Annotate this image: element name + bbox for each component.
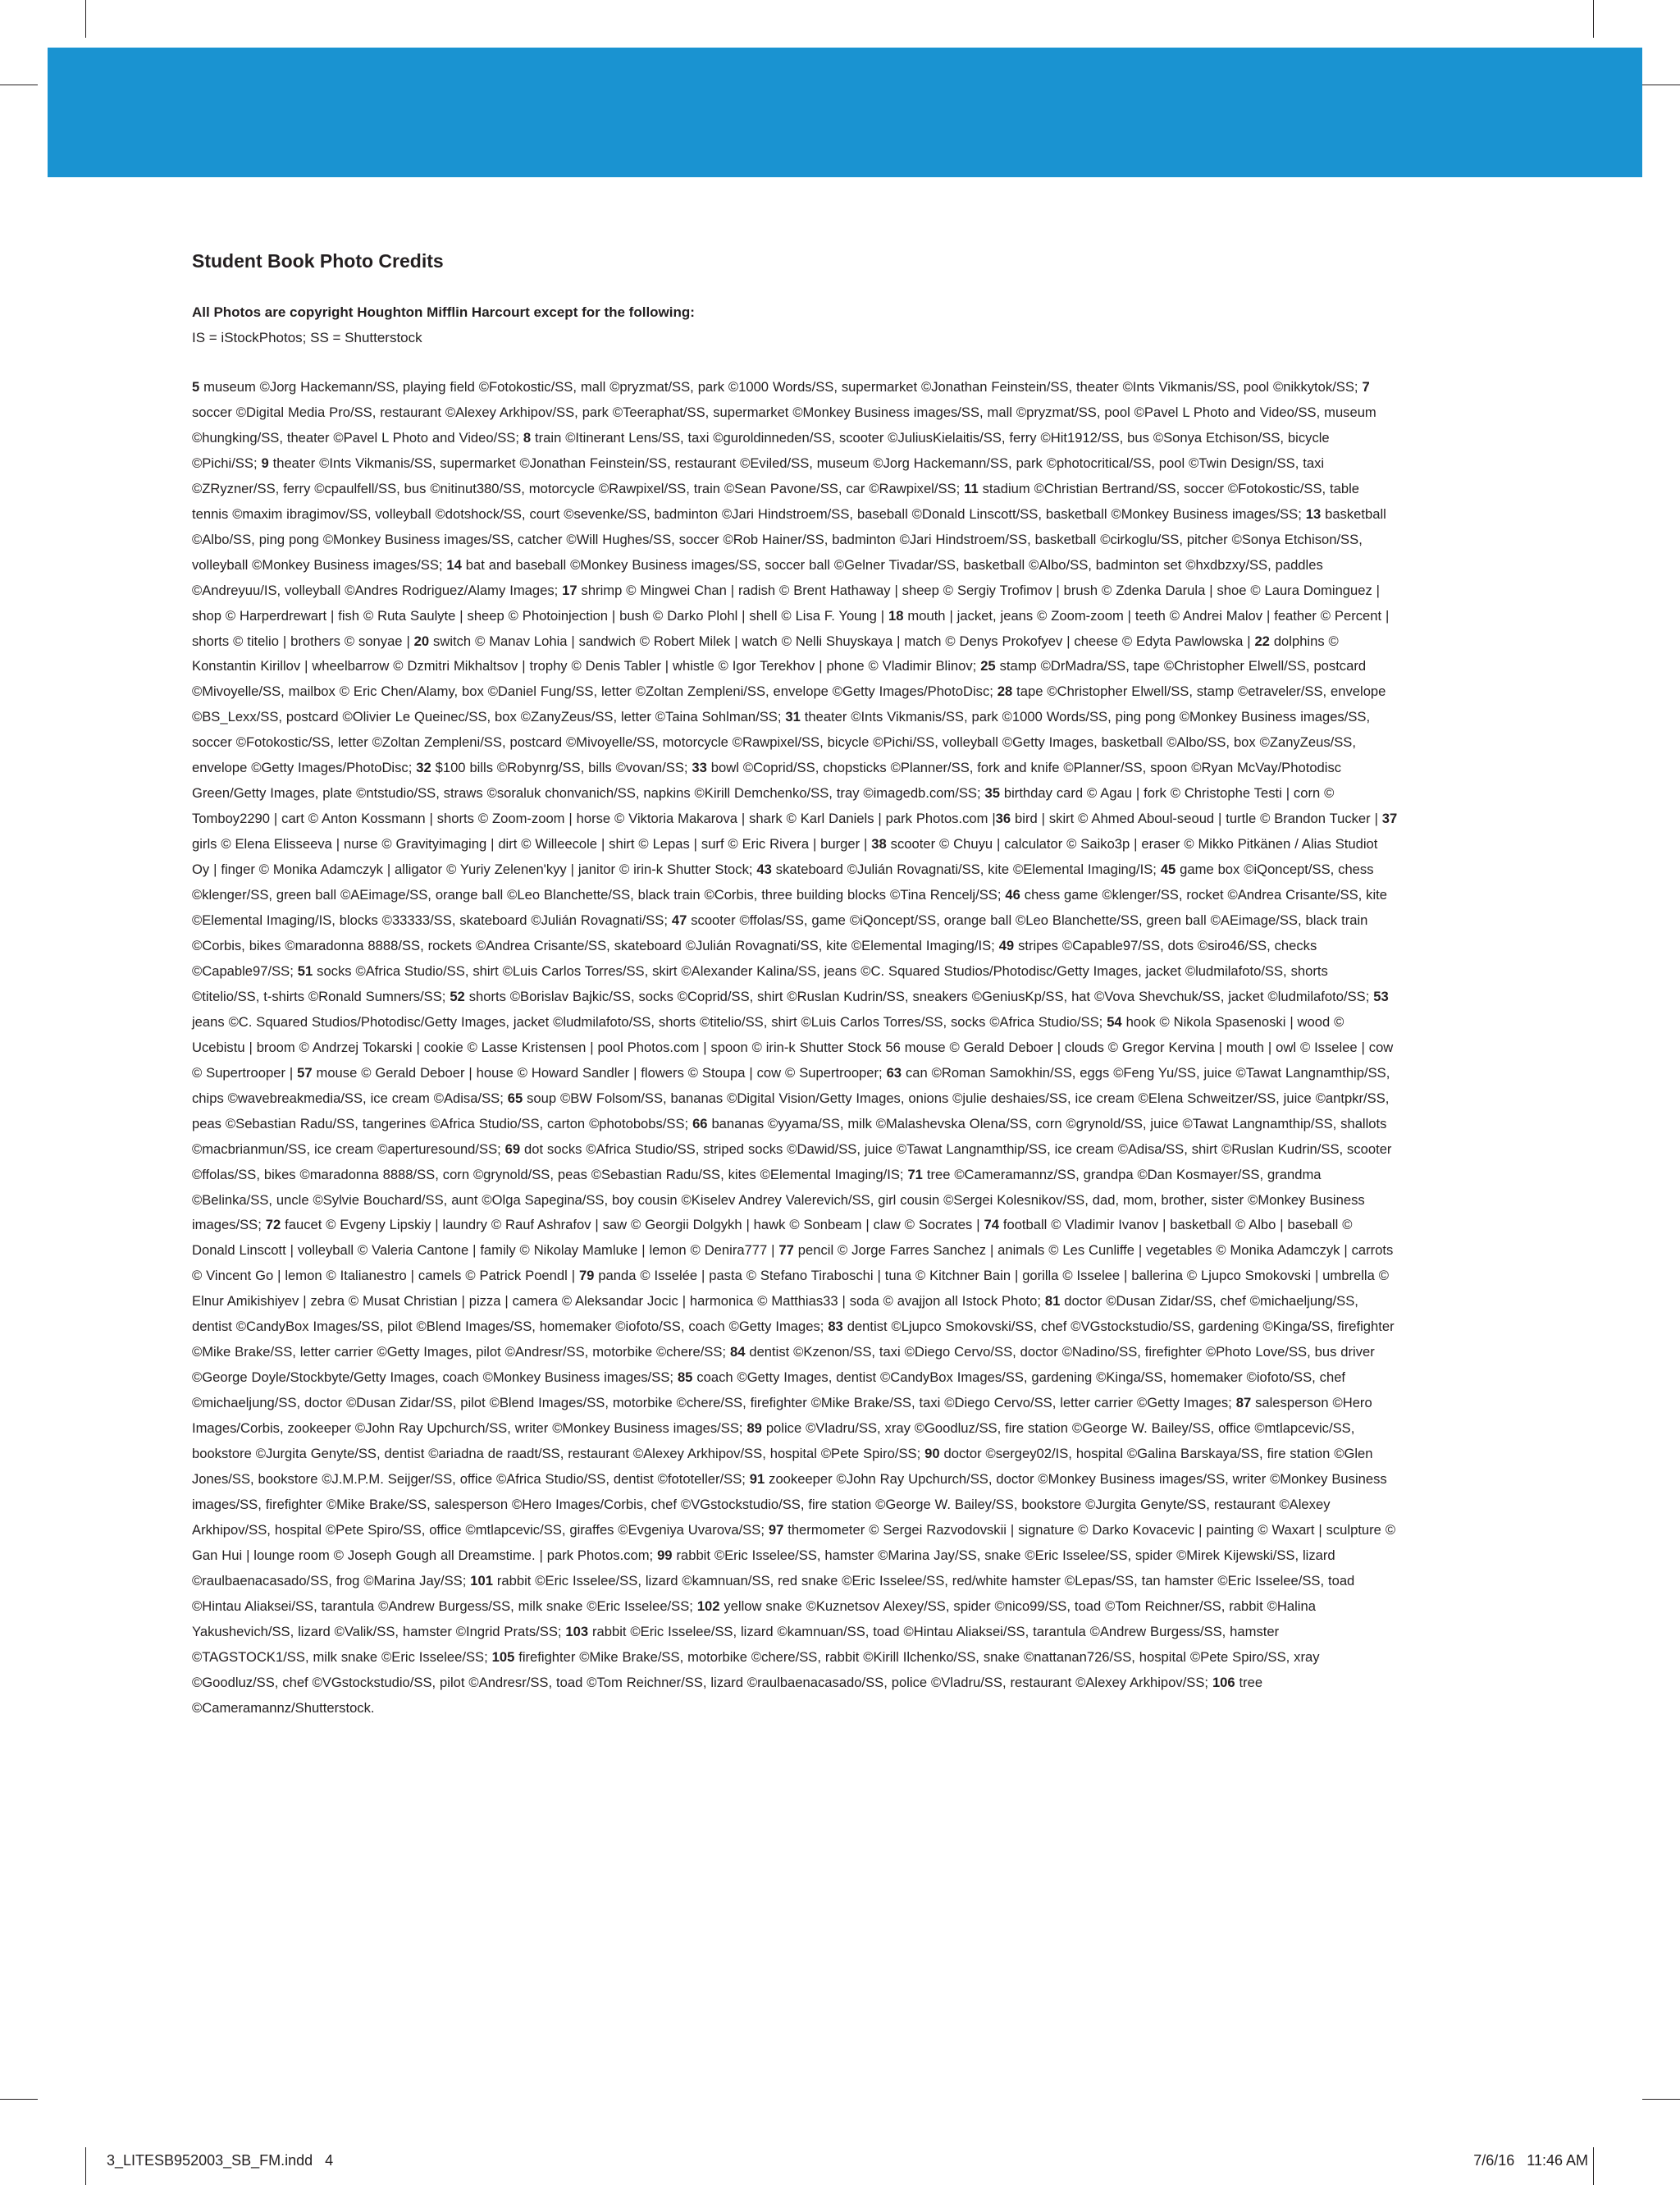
credit-page-number: 25 (980, 658, 996, 674)
credit-entry-text: doctor ©Dusan Zidar/SS, chef ©michaeljung/SS, dentist ©CandyBox Images/SS, pilot ©Blend Images/SS, homemaker ©iofoto/SS, coach ©Getty Images; (192, 1293, 1358, 1335)
page-title: Student Book Photo Credits (192, 250, 444, 272)
credits-paragraph (192, 375, 1398, 1721)
credit-entry-text: dentist ©Kzenon/SS, taxi ©Diego Cervo/SS, doctor ©Nadino/SS, firefighter ©Photo Love/SS, bus driver ©George Doyle/Stockbyte/Getty Images, coach ©Monkey Business images/SS; (192, 1344, 1375, 1386)
credit-page-number: 87 (1235, 1395, 1252, 1411)
credit-page-number: 20 (413, 633, 430, 649)
credit-entry-text: stamp ©DrMadra/SS, tape ©Christopher Elwell/SS, postcard ©Mivoyelle/SS, mailbox © Eric Chen/Alamy, box ©Daniel Fung/SS, letter ©Zoltan Zempleni/SS, envelope ©Getty Images/PhotoDisc; (192, 658, 1367, 700)
credit-page-number: 85 (677, 1369, 693, 1386)
credit-entry-text: shrimp © Mingwei Chan | radish © Brent Hathaway | sheep © Sergiy Trofimov | brush © Zdenka Darula | shoe © Laura Dominguez | shop © Harperdrewart | fish © Ruta Saulyte | sheep © Photoinjection | bush © Darko Plohl | shell © Lisa F. Young | (192, 582, 1380, 624)
credit-entry-text: hook © Nikola Spasenoski | wood © Ucebistu | broom © Andrzej Tokarski | cookie © Lasse Kristensen | pool Photos.com | spoon © irin-k Shutter Stock 56 mouse © Gerald Deboer | clouds © Gregor Kervina | mouth | owl © Isselee | cow © Supertrooper | (192, 1013, 1394, 1081)
credit-entry-text: salesperson ©Hero Images/Corbis, zookeeper ©John Ray Upchurch/SS, writer ©Monkey Business images/SS; (192, 1395, 1372, 1437)
credit-page-number: 106 (1212, 1674, 1235, 1690)
credit-page-number: 105 (491, 1648, 515, 1665)
credit-page-number: 71 (907, 1166, 923, 1182)
credit-page-number: 7 (1362, 379, 1370, 395)
credit-entry-text: can ©Roman Samokhin/SS, eggs ©Feng Yu/SS, juice ©Tawat Langnamthip/SS, chips ©wavebreakmedia/SS, ice cream ©Adisa/SS; (192, 1064, 1390, 1106)
credit-entry-text: bowl ©Coprid/SS, chopsticks ©Planner/SS, fork and knife ©Planner/SS, spoon ©Ryan McVay/Photodisc Green/Getty Images, plate ©ntstudio/SS, straws ©soraluk chonvanich/SS, napkins ©Kirill Demchenko/SS, tray ©imagedb.com/SS; (192, 760, 1342, 802)
credit-page-number: 72 (265, 1217, 281, 1233)
credit-entry-text: soccer ©Digital Media Pro/SS, restaurant ©Alexey Arkhipov/SS, park ©Teeraphat/SS, supermarket ©Monkey Business images/SS, mall ©pryzmat/SS, pool ©Pavel L Photo and Video/SS, museum ©hungking/SS, theater ©Pavel L Photo and Video/SS; (192, 404, 1376, 446)
credit-page-number: 51 (297, 962, 313, 979)
credit-entry-text: mouth | jacket, jeans © Zoom-zoom | teeth © Andrei Malov | feather © Percent | shorts © titelio | brothers © sonyae | (192, 607, 1390, 649)
credit-entry-text: football © Vladimir Ivanov | basketball © Albo | baseball © Donald Linscott | volleyball © Valeria Cantone | family © Nikolay Mamluke | lemon © Denira777 | (192, 1217, 1353, 1259)
credit-page-number: 13 (1305, 505, 1322, 522)
credit-page-number: 89 (746, 1420, 762, 1437)
credit-page-number: 49 (998, 937, 1015, 953)
credit-page-number: 22 (1254, 633, 1270, 649)
credit-entry-text: firefighter ©Mike Brake/SS, motorbike ©chere/SS, rabbit ©Kirill Ilchenko/SS, snake ©nattanan726/SS, hospital ©Pete Spiro/SS, xray ©Goodluz/SS, chef ©VGstockstudio/SS, pilot ©Andresr/SS, toad ©Tom Reichner/SS, lizard ©raulbaenacasado/SS, police ©Vladru/SS, restaurant ©Alexey Arkhipov/SS; (192, 1648, 1320, 1690)
credit-entry-text: mouse © Gerald Deboer | house © Howard Sandler | flowers © Stoupa | cow © Supertrooper; (312, 1064, 887, 1081)
credit-entry-text: scooter ©ffolas/SS, game ©iQoncept/SS, orange ball ©Leo Blanchette/SS, green ball ©AEimage/SS, black train ©Corbis, bikes ©maradonna 8888/SS, rockets ©Andrea Crisante/SS, skateboard ©Julián Rovagnati/SS, kite ©Elemental Imaging/IS; (192, 912, 1368, 953)
credit-entry-text: dentist ©Ljupco Smokovski/SS, chef ©VGstockstudio/SS, gardening ©Kinga/SS, firefighter ©Mike Brake/SS, letter carrier ©Getty Images, pilot ©Andresr/SS, motorbike ©chere/SS; (192, 1319, 1395, 1360)
credit-entry-text: theater ©Ints Vikmanis/SS, supermarket ©Jonathan Feinstein/SS, restaurant ©Eviled/SS, museum ©Jorg Hackemann/SS, park ©photocritical/SS, pool ©Twin Design/SS, taxi ©ZRyzner/SS, ferry ©cpaulfell/SS, bus ©nitinut380/SS, motorcycle ©Rawpixel/SS, train ©Sean Pavone/SS, car ©Rawpixel/SS; (192, 455, 1325, 496)
credit-page-number: 53 (1373, 988, 1389, 1004)
credit-page-number: 37 (1381, 811, 1398, 827)
credit-page-number: 17 (562, 582, 578, 598)
credit-entry-text: thermometer © Sergei Razvodovskii | signature © Darko Kovacevic | painting © Waxart | sculpture © Gan Hui | lounge room © Joseph Gough all Dreamstime. | park Photos.com; (192, 1521, 1396, 1563)
credit-page-number: 35 (984, 785, 1000, 802)
credit-entry-text: skateboard ©Julián Rovagnati/SS, kite ©Elemental Imaging/IS; (771, 862, 1161, 878)
credit-entry-text: police ©Vladru/SS, xray ©Goodluz/SS, fire station ©George W. Bailey/SS, office ©mtlapcevic/SS, bookstore ©Jurgita Genyte/SS, dentist ©ariadna de raadt/SS, restaurant ©Alexey Arkhipov/SS, hospital ©Pete Spiro/SS; (192, 1420, 1355, 1462)
credit-entry-text: stripes ©Capable97/SS, dots ©siro46/SS, checks ©Capable97/SS; (192, 937, 1317, 979)
credit-entry-text: museum ©Jorg Hackemann/SS, playing field ©Fotokostic/SS, mall ©pryzmat/SS, park ©1000 Words/SS, supermarket ©Jonathan Feinstein/SS, theater ©Ints Vikmanis/SS, pool ©nikkytok/SS; (199, 379, 1363, 395)
abbreviation-legend: IS = iStockPhotos; SS = Shutterstock (192, 329, 422, 345)
credit-page-number: 77 (778, 1242, 794, 1259)
credit-page-number: 36 (995, 811, 1011, 827)
crop-mark-right-bottom (1642, 2099, 1680, 2100)
credit-entry-text: tape ©Christopher Elwell/SS, stamp ©etraveler/SS, envelope ©BS_Lexx/SS, postcard ©Olivier Le Queinec/SS, box ©ZanyZeus/SS, letter ©Taina Sohlman/SS; (192, 683, 1386, 725)
credit-page-number: 11 (964, 480, 979, 496)
credit-page-number: 99 (657, 1547, 673, 1563)
credit-entry-text: theater ©Ints Vikmanis/SS, park ©1000 Words/SS, ping pong ©Monkey Business images/SS, soccer ©Fotokostic/SS, letter ©Zoltan Zempleni/SS, postcard ©Mivoyelle/SS, motorcycle ©Rawpixel/SS, bicycle ©Pichi/SS, volleyball ©Getty Images, basketball ©Albo/SS, box ©ZanyZeus/SS, envelope ©Getty Images/PhotoDisc; (192, 709, 1371, 776)
crop-mark-top-left (85, 0, 86, 38)
credit-page-number: 45 (1160, 862, 1176, 878)
credit-entry-text: rabbit ©Eric Isselee/SS, hamster ©Marina Jay/SS, snake ©Eric Isselee/SS, spider ©Mirek Kijewski/SS, lizard ©raulbaenacasado/SS, frog ©Marina Jay/SS; (192, 1547, 1335, 1588)
credit-page-number: 69 (504, 1140, 521, 1157)
credit-entry-text: stadium ©Christian Bertrand/SS, soccer ©Fotokostic/SS, table tennis ©maxim ibragimov/SS, volleyball ©dotshock/SS, court ©sevenke/SS, badminton ©Jari Hindstroem/SS, baseball ©Donald Linscott/SS, basketball ©Monkey Business images/SS; (192, 480, 1360, 522)
file-slug: 3_LITESB952003_SB_FM.indd 4 (107, 2152, 334, 2169)
credit-entry-text: yellow snake ©Kuznetsov Alexey/SS, spider ©nico99/SS, toad ©Tom Reichner/SS, rabbit ©Halina Yakushevich/SS, lizard ©Valik/SS, hamster ©Ingrid Prats/SS; (192, 1598, 1316, 1639)
credit-page-number: 91 (749, 1470, 765, 1487)
credit-page-number: 103 (565, 1623, 589, 1639)
credit-entry-text: doctor ©sergey02/IS, hospital ©Galina Barskaya/SS, fire station ©Glen Jones/SS, bookstore ©J.M.P.M. Seijger/SS, office ©Africa Studio/SS, dentist ©fototeller/SS; (192, 1446, 1373, 1487)
credit-entry-text: jeans ©C. Squared Studios/Photodisc/Getty Images, jacket ©ludmilafoto/SS, shorts ©titelio/SS, shirt ©Luis Carlos Torres/SS, socks ©Africa Studio/SS; (192, 1013, 1107, 1030)
credit-entry-text: tree ©Cameramannz/Shutterstock. (192, 1674, 1263, 1716)
credit-entry-text: soup ©BW Folsom/SS, bananas ©Digital Vision/Getty Images, onions ©julie deshaies/SS, ice cream ©Elena Schweitzer/SS, juice ©antpkr/SS, peas ©Sebastian Radu/SS, tangerines ©Africa Studio/SS, carton ©photobobs/SS; (192, 1090, 1390, 1131)
credit-entry-text: zookeeper ©John Ray Upchurch/SS, doctor ©Monkey Business images/SS, writer ©Monkey Business images/SS, firefighter ©Mike Brake/SS, salesperson ©Hero Images/Corbis, chef ©VGstockstudio/SS, fire station ©George W. Bailey/SS, bookstore ©Jurgita Genyte/SS, restaurant ©Alexey Arkhipov/SS, hospital ©Pete Spiro/SS, office ©mtlapcevic/SS, giraffes ©Evgeniya Uvarova/SS; (192, 1470, 1387, 1538)
credit-page-number: 79 (578, 1268, 595, 1284)
credit-page-number: 84 (729, 1344, 746, 1360)
credit-entry-text: $100 bills ©Robynrg/SS, bills ©vovan/SS; (431, 760, 692, 776)
credit-page-number: 9 (261, 455, 269, 471)
crop-mark-left-bottom (0, 2099, 38, 2100)
credit-page-number: 5 (192, 379, 200, 395)
copyright-notice (192, 300, 1398, 350)
credit-page-number: 43 (756, 862, 772, 878)
header-banner (48, 48, 1642, 177)
credit-entry-text: coach ©Getty Images, dentist ©CandyBox Images/SS, gardening ©Kinga/SS, homemaker ©iofoto/SS, chef ©michaeljung/SS, doctor ©Dusan Zidar/SS, pilot ©Blend Images/SS, motorbike ©chere/SS, firefighter ©Mike Brake/SS, taxi ©Diego Cervo/SS, letter carrier ©Getty Images; (192, 1369, 1346, 1411)
credit-entry-text: scooter © Chuyu | calculator © Saiko3p | eraser © Mikko Pitkänen / Alias Studiot Oy | finger © Monika Adamczyk | alligator © Yuriy Zelenen'kyy | janitor © irin-k Shutter Stock; (192, 836, 1378, 878)
credit-page-number: 54 (1107, 1013, 1122, 1030)
credit-entry-text: chess game ©klenger/SS, rocket ©Andrea Crisante/SS, kite ©Elemental Imaging/IS, blocks ©33333/SS, skateboard ©Julián Rovagnati/SS; (192, 887, 1387, 929)
credit-page-number: 65 (507, 1090, 523, 1106)
credit-page-number: 97 (768, 1521, 784, 1538)
credit-page-number: 102 (696, 1598, 720, 1614)
credit-page-number: 46 (1005, 887, 1020, 903)
credit-entry-text: panda © Isselée | pasta © Stefano Tiraboschi | tuna © Kitchner Bain | gorilla © Isselee | ballerina © Ljupco Smokovski | umbrella © Elnur Amikishiyev | zebra © Musat Christian | pizza | camera © Aleksandar Jocic | harmonica © Matthias33 | soda © avajjon all Istock Photo; (192, 1268, 1389, 1310)
credit-page-number: 8 (523, 429, 532, 446)
credit-page-number: 74 (984, 1217, 999, 1233)
copyright-statement: All Photos are copyright Houghton Mifflin Harcourt except for the following: (192, 304, 695, 320)
credits-section (192, 246, 1398, 1721)
date-slug: 7/6/16 11:46 AM (1473, 2152, 1588, 2169)
credit-entry-text: girls © Elena Elisseeva | nurse © Gravityimaging | dirt © Willeecole | shirt © Lepas | surf © Eric Rivera | burger | (192, 836, 872, 853)
credit-page-number: 63 (886, 1064, 902, 1081)
credit-entry-text: bat and baseball ©Monkey Business images/SS, soccer ball ©Gelner Tivadar/SS, basketball ©Albo/SS, badminton set ©hxdbzxy/SS, paddles ©Andreyuu/IS, volleyball ©Andres Rodriguez/Alamy Images; (192, 556, 1323, 598)
credit-entry-text: birthday card © Agau | fork © Christophe Testi | corn © Tomboy2290 | cart © Anton Kossmann | shorts © Zoom-zoom | horse © Viktoria Makarova | shark © Karl Daniels | park Photos.com | (192, 785, 1335, 827)
credit-page-number: 90 (924, 1446, 940, 1462)
credit-page-number: 66 (692, 1115, 708, 1131)
credit-page-number: 14 (446, 556, 462, 573)
crop-mark-bottom-left (85, 2147, 86, 2185)
credit-page-number: 31 (785, 709, 801, 725)
credit-entry-text: dot socks ©Africa Studio/SS, striped socks ©Dawid/SS, juice ©Tawat Langnamthip/SS, ice cream ©Adisa/SS, shirt ©Ruslan Kudrin/SS, scooter ©ffolas/SS, bikes ©maradonna 8888/SS, corn ©grynold/SS, peas ©Sebastian Radu/SS, kites ©Elemental Imaging/IS; (192, 1140, 1392, 1182)
credit-entry-text: rabbit ©Eric Isselee/SS, lizard ©kamnuan/SS, red snake ©Eric Isselee/SS, red/white hamster ©Lepas/SS, tan hamster ©Eric Isselee/SS, toad ©Hintau Aliaksei/SS, tarantula ©Andrew Burgess/SS, milk snake ©Eric Isselee/SS; (192, 1572, 1355, 1614)
credit-entry-text: train ©Itinerant Lens/SS, taxi ©guroldinneden/SS, scooter ©JuliusKielaitis/SS, ferry ©Hit1912/SS, bus ©Sonya Etchison/SS, bicycle ©Pichi/SS; (192, 429, 1330, 471)
credit-entry-text: faucet © Evgeny Lipskiy | laundry © Rauf Ashrafov | saw © Georgii Dolgykh | hawk © Sonbeam | claw © Socrates | (281, 1217, 984, 1233)
credit-entry-text: bananas ©yyama/SS, milk ©Malashevska Olena/SS, corn ©grynold/SS, juice ©Tawat Langnamthip/SS, shallots ©macbrianmun/SS, ice cream ©aperturesound/SS; (192, 1115, 1387, 1157)
credit-entry-text: dolphins © Konstantin Kirillov | wheelbarrow © Dzmitri Mikhaltsov | trophy © Denis Tabler | whistle © Igor Terekhov | phone © Vladimir Blinov; (192, 633, 1339, 674)
credit-entry-text: pencil © Jorge Farres Sanchez | animals © Les Cunliffe | vegetables © Monika Adamczyk | carrots © Vincent Go | lemon © Italianestro | camels © Patrick Poendl | (192, 1242, 1394, 1284)
credit-entry-text: socks ©Africa Studio/SS, shirt ©Luis Carlos Torres/SS, skirt ©Alexander Kalina/SS, jeans ©C. Squared Studios/Photodisc/Getty Images, jacket ©ludmilafoto/SS, shorts ©titelio/SS, t-shirts ©Ronald Sumners/SS; (192, 962, 1328, 1004)
credit-entry-text: game box ©iQoncept/SS, chess ©klenger/SS, green ball ©AEimage/SS, orange ball ©Leo Blanchette/SS, black train ©Corbis, three building blocks ©Tina Rencelj/SS; (192, 862, 1374, 903)
credit-page-number: 33 (692, 760, 707, 776)
credit-entry-text: switch © Manav Lohia | sandwich © Robert Milek | watch © Nelli Shuyskaya | match © Denys Prokofyev | cheese © Edyta Pawlowska | (429, 633, 1255, 649)
credit-page-number: 101 (470, 1572, 493, 1588)
credit-page-number: 28 (997, 683, 1013, 700)
credit-page-number: 81 (1044, 1293, 1061, 1310)
credit-entry-text: rabbit ©Eric Isselee/SS, lizard ©kamnuan/SS, toad ©Hintau Aliaksei/SS, tarantula ©Andrew Burgess/SS, hamster ©TAGSTOCK1/SS, milk snake ©Eric Isselee/SS; (192, 1623, 1280, 1665)
credit-entry-text: bird | skirt © Ahmed Aboul-seoud | turtle © Brandon Tucker | (1011, 811, 1382, 827)
credit-page-number: 57 (297, 1064, 313, 1081)
credit-entry-text: tree ©Cameramannz/SS, grandpa ©Dan Kosmayer/SS, grandma ©Belinka/SS, uncle ©Sylvie Bouchard/SS, aunt ©Olga Sapegina/SS, boy cousin ©Kiselev Andrey Valerevich/SS, girl cousin ©Sergei Kolesnikov/SS, dad, mom, brother, sister ©Monkey Business images/SS; (192, 1166, 1365, 1233)
credit-page-number: 47 (671, 912, 687, 929)
credit-page-number: 83 (828, 1319, 843, 1335)
credit-page-number: 52 (450, 988, 465, 1004)
credit-entry-text: basketball ©Albo/SS, ping pong ©Monkey Business images/SS, catcher ©Will Hughes/SS, soccer ©Rob Hainer/SS, badminton ©Jari Hindstroem/SS, basketball ©cirkoglu/SS, pitcher ©Sonya Etchison/SS, volleyball ©Monkey Business images/SS; (192, 505, 1386, 573)
credit-page-number: 38 (871, 836, 887, 853)
credit-entry-text: shorts ©Borislav Bajkic/SS, socks ©Coprid/SS, shirt ©Ruslan Kudrin/SS, sneakers ©GeniusKp/SS, hat ©Vova Shevchuk/SS, jacket ©ludmilafoto/SS; (464, 988, 1374, 1004)
credit-page-number: 18 (888, 607, 904, 624)
crop-mark-bottom-right (1593, 2147, 1594, 2185)
credit-page-number: 32 (416, 760, 431, 776)
crop-mark-top-right (1593, 0, 1594, 38)
